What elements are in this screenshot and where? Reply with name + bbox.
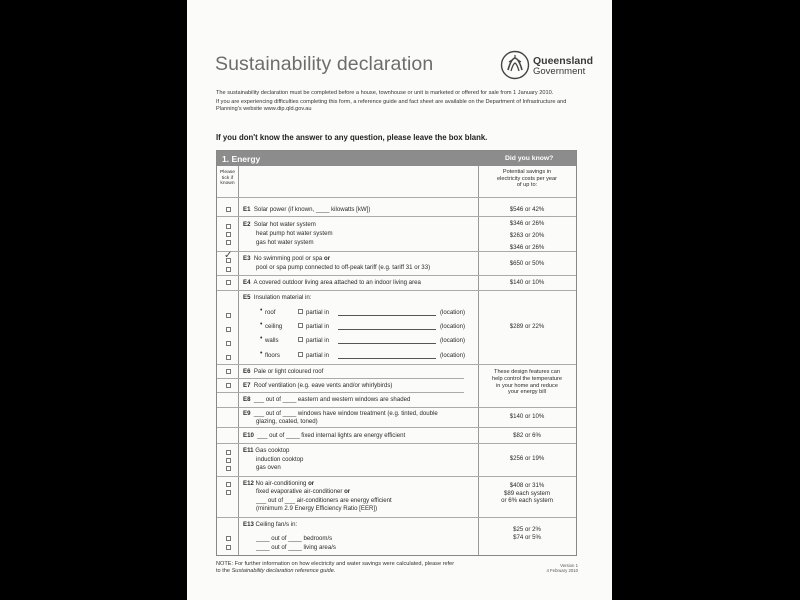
e5-location-label: (location) [440, 309, 466, 316]
e5-partial-checkbox-walls[interactable] [298, 337, 303, 342]
e5-location-line[interactable] [338, 315, 436, 316]
row-divider [217, 407, 576, 408]
e9-saving: $140 or 10% [509, 413, 545, 420]
qld-crest-icon [500, 50, 530, 80]
e5-item-ceiling: ceiling [265, 323, 283, 330]
section-title: 1. Energy [222, 154, 261, 164]
e5-checkbox-roof[interactable] [226, 313, 231, 318]
section-header [217, 151, 576, 166]
row-divider [217, 364, 576, 365]
row-divider [217, 517, 576, 518]
e1-checkbox[interactable] [226, 207, 231, 212]
e12-checkbox-evaporative[interactable] [226, 490, 231, 495]
e5-location-label: (location) [440, 323, 466, 330]
row-divider [217, 290, 576, 291]
e4-text: E4 A covered outdoor living area attached to an indoor living area [243, 279, 421, 286]
savings-column-header: Potential savings in electricity costs per year of up to: [497, 169, 557, 189]
e5-partial-checkbox-roof[interactable] [298, 309, 303, 314]
e5-item-roof: roof [265, 309, 276, 316]
e6-text: E6 Pale or light coloured roof [243, 368, 324, 375]
column-divider [238, 166, 239, 555]
e5-partial-label: partial in [306, 352, 330, 359]
e5-location-line[interactable] [338, 343, 436, 344]
row-divider [217, 427, 576, 428]
e12-checkbox-no-aircon[interactable] [226, 482, 231, 487]
e5-text: E5 Insulation material in: [243, 294, 312, 301]
queensland-government-logo [500, 50, 594, 82]
intro-text [216, 90, 576, 115]
logo-text-queensland: Queensland [533, 55, 594, 67]
e5-partial-label: partial in [306, 337, 330, 344]
row-divider [217, 443, 576, 444]
e5-partial-checkbox-floors[interactable] [298, 352, 303, 357]
e13-checkbox-living[interactable] [226, 545, 231, 550]
e5-checkbox-floors[interactable] [226, 355, 231, 360]
version-info: Version 1 4 February 2010 [546, 563, 578, 574]
e2-savings: $346 or 26% $263 or 20% $346 or 26% [509, 220, 545, 251]
footnote: NOTE: For further information on how electricity and water savings were calculated, please refer to the Sustainability declaration reference guide. [216, 561, 455, 574]
e11-text: E11 Gas cooktop induction cooktop gas oven [243, 447, 304, 471]
form-page [187, 0, 612, 600]
e5-checkbox-ceiling[interactable] [226, 327, 231, 332]
e5-item-floors: floors [265, 352, 280, 359]
e5-partial-label: partial in [306, 323, 330, 330]
e1-saving: $546 or 42% [509, 206, 545, 213]
e5-item-walls: walls [265, 337, 279, 344]
e12-savings: $408 or 31% $89 each system or 6% each system [501, 482, 553, 505]
e13-checkbox-bedrooms[interactable] [226, 536, 231, 541]
design-features-note: These design features can help control the temperature in your home and reduce your energy bill [492, 369, 562, 396]
page-title: Sustainability declaration [215, 53, 434, 75]
e13-lines: ____ out of ____ bedroom/s ____ out of ____ living area/s [256, 535, 336, 551]
e5-checkbox-walls[interactable] [226, 341, 231, 346]
e6-checkbox[interactable] [226, 369, 231, 374]
e11-checkbox-induction[interactable] [226, 458, 231, 463]
e5-location-label: (location) [440, 337, 466, 344]
e3-text: E3 No swimming pool or spa or pool or spa pump connected to off-peak tariff (e.g. tariff 31 or 33) [243, 255, 431, 271]
did-you-know-header: Did you know? [505, 154, 554, 162]
intro-paragraph: If you are experiencing difficulties completing this form, a reference guide and fact sheet are available on the Department of Infrastructure and Planning's website www.dip.qld.gov.au [216, 98, 567, 113]
row-divider [217, 275, 576, 276]
e7-checkbox[interactable] [226, 383, 231, 388]
row-divider [217, 392, 464, 393]
e4-checkbox[interactable] [226, 280, 231, 285]
bullet: • [260, 321, 263, 328]
e2-checkbox-solar[interactable] [226, 224, 231, 229]
e4-saving: $140 or 10% [509, 279, 545, 286]
e3-checkbox-pump[interactable] [226, 267, 231, 272]
e1-text: E1 Solar power (if known, ____ kilowatts [kW]) [243, 206, 371, 213]
row-divider [217, 216, 576, 217]
e2-checkbox-gas[interactable] [226, 240, 231, 245]
e5-partial-checkbox-ceiling[interactable] [298, 323, 303, 328]
blank-instruction: If you don't know the answer to any question, please leave the box blank. [216, 133, 488, 142]
e5-location-line[interactable] [338, 329, 436, 330]
e3-saving: $650 or 50% [509, 260, 545, 267]
e2-checkbox-heat-pump[interactable] [226, 232, 231, 237]
energy-table [216, 150, 577, 556]
row-divider [217, 197, 576, 198]
bullet: • [260, 350, 263, 357]
e10-saving: $82 or 6% [513, 432, 541, 439]
logo-text-government: Government [533, 66, 586, 77]
e5-partial-label: partial in [306, 309, 330, 316]
e12-text: E12 No air-conditioning or fixed evaporative air-conditioner or ___ out of ___ air-conditioners are energy efficient (minimum 2.9 Energy Efficiency Ratio [EER]) [243, 480, 392, 513]
e13-text: E13 Ceiling fan/s in: [243, 521, 298, 528]
e11-checkbox-gas-cooktop[interactable] [226, 450, 231, 455]
e13-savings: $25 or 2% $74 or 5% [513, 526, 541, 541]
tick-mark-icon: ✓ [224, 250, 233, 261]
e9-text: E9 ___ out of ____ windows have window treatment (e.g. tinted, double glazing, coated, toned) [243, 410, 438, 425]
bullet: • [260, 307, 263, 314]
row-divider [217, 476, 576, 477]
tick-column-header: Please tick if known [220, 170, 235, 186]
e10-text: E10 ___ out of ____ fixed internal lights are energy efficient [243, 432, 406, 439]
e7-text: E7 Roof ventilation (e.g. eave vents and/or whirlybirds) [243, 382, 393, 389]
e5-location-label: (location) [440, 352, 466, 359]
e11-checkbox-gas-oven[interactable] [226, 466, 231, 471]
e11-saving: $256 or 19% [509, 455, 545, 462]
e5-location-line[interactable] [338, 358, 436, 359]
intro-paragraph: The sustainability declaration must be completed before a house, townhouse or unit is marketed or offered for sale from 1 January 2010. [216, 90, 554, 96]
e2-text: E2 Solar hot water system heat pump hot water system gas hot water system [243, 221, 333, 246]
bullet: • [260, 335, 263, 342]
row-divider [217, 378, 464, 379]
e5-saving: $289 or 22% [509, 323, 545, 330]
e8-text: E8 ___ out of ____ eastern and western windows are shaded [243, 396, 411, 403]
